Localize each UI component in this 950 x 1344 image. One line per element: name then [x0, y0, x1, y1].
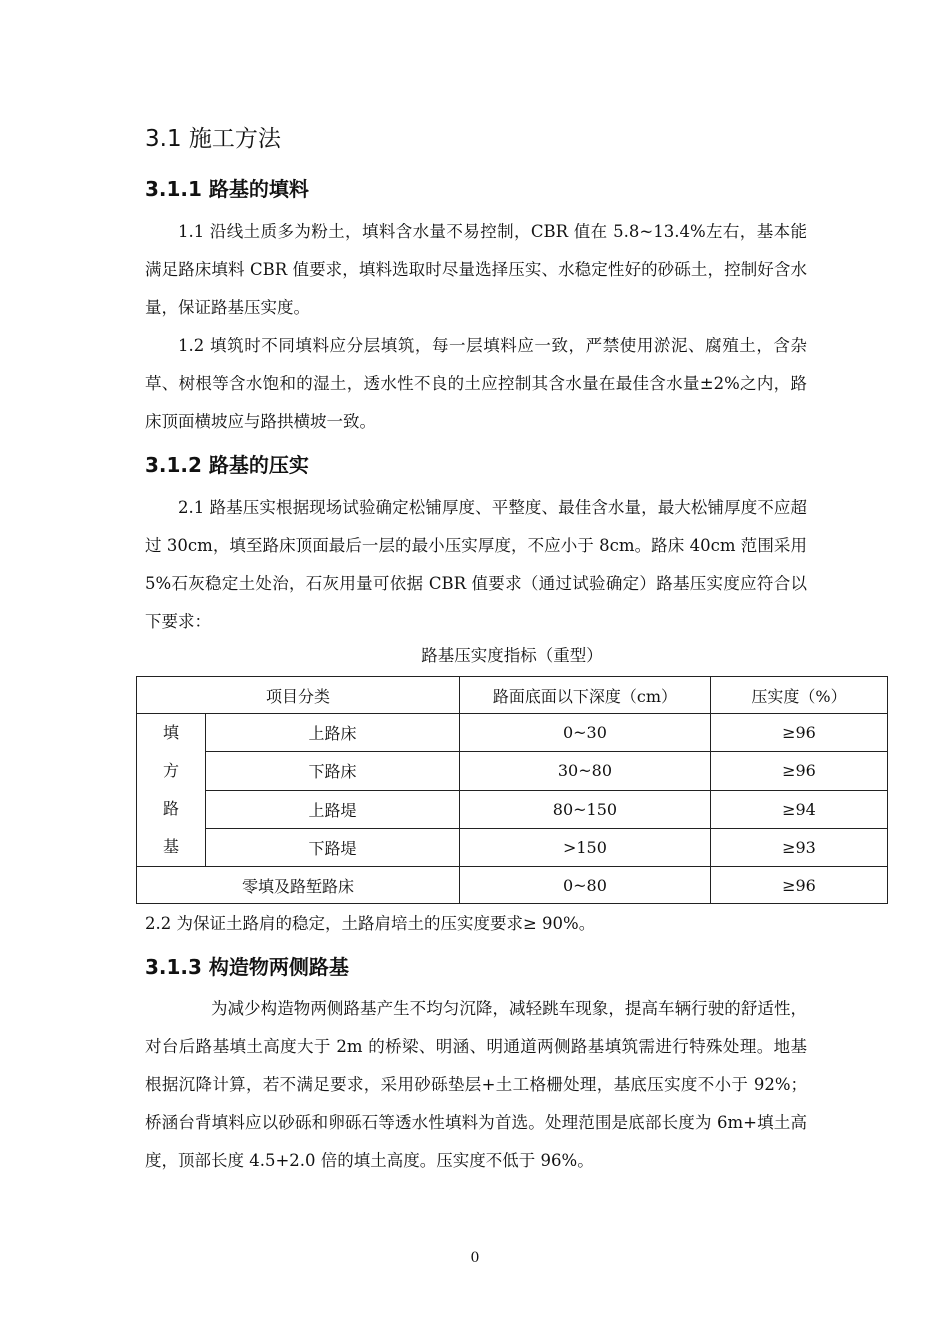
- section-heading-fill: 3.1.1 路基的填料: [145, 177, 309, 201]
- page-number: 0: [470, 1250, 480, 1266]
- table-header-cell: 压实度（%）: [710, 677, 887, 714]
- table-cell-value: ≥93: [710, 828, 887, 866]
- section-heading-compaction: 3.1.2 路基的压实: [145, 453, 309, 477]
- table-cell-value: ≥94: [710, 790, 887, 828]
- group-label-char: 基: [162, 837, 179, 856]
- shoulder-note: 2.2 为保证土路肩的稳定，土路肩培土的压实度要求≥ 90%。: [145, 914, 596, 933]
- compaction-table: [136, 676, 888, 904]
- table-cell-sub: 下路堤: [206, 828, 460, 866]
- table-cell-sub: 上路堤: [206, 790, 460, 828]
- table-cell-sub: 下路床: [206, 752, 460, 790]
- table-header-cell: 路面底面以下深度（cm）: [459, 677, 710, 714]
- table-cell-value: ≥96: [710, 752, 887, 790]
- paragraph-2-1: 2.1 路基压实根据现场试验确定松铺厚度、平整度、最佳含水量，最大松铺厚度不应超过 30cm，填至路床顶面最后一层的最小压实厚度，不应小于 8cm。路床 40cm 范围采用 5%石灰稳定土处治，石灰用量可依据 CBR 值要求（通过试验确定）路基压实度应符合以下要求：: [145, 498, 807, 631]
- table-row: [137, 790, 888, 828]
- section-heading-structure: 3.1.3 构造物两侧路基: [145, 955, 349, 979]
- table-row: [137, 828, 888, 866]
- table-header-row: [137, 677, 888, 714]
- table-cell-depth: 0~30: [459, 714, 710, 752]
- main-heading: 3.1 施工方法: [145, 126, 281, 152]
- table-cell-value: ≥96: [710, 714, 887, 752]
- group-label-char: 方: [162, 761, 179, 780]
- table-cell-depth: 80~150: [459, 790, 710, 828]
- table-cell-depth: >150: [459, 828, 710, 866]
- group-label-char: 填: [162, 723, 179, 742]
- table-cell-label: 零填及路堑路床: [137, 867, 460, 904]
- paragraph-3: 为减少构造物两侧路基产生不均匀沉降，减轻跳车现象，提高车辆行驶的舒适性，对台后路基填土高度大于 2m 的桥梁、明涵、明通道两侧路基填筑需进行特殊处理。地基根据沉降计算，若不满足要求，采用砂砾垫层+土工格栅处理，基底压实度不小于 92%；桥涵台背填料应以砂砾和卵砾石等透水性填料为首选。处理范围是底部长度为 6m+填土高度，顶部长度 4.5+2.0 倍的填土高度。压实度不低于 96%。: [145, 999, 807, 1170]
- table-cell-sub: 上路床: [206, 714, 460, 752]
- table-cell-value: ≥96: [710, 867, 887, 904]
- table-cell-depth: 30~80: [459, 752, 710, 790]
- table-row: [137, 752, 888, 790]
- table-row: [137, 867, 888, 904]
- table-header-cell: 项目分类: [137, 677, 460, 714]
- paragraph-1-1: 1.1 沿线土质多为粉土，填料含水量不易控制，CBR 值在 5.8~13.4%左右，基本能满足路床填料 CBR 值要求，填料选取时尽量选择压实、水稳定性好的砂砾土，控制好含水量，保证路基压实度。: [145, 222, 807, 317]
- fill-subgrade-group-label: [137, 714, 206, 867]
- group-label-char: 路: [162, 799, 179, 818]
- table-row: [137, 714, 888, 752]
- paragraph-1-2: 1.2 填筑时不同填料应分层填筑，每一层填料应一致，严禁使用淤泥、腐殖土，含杂草、树根等含水饱和的湿土，透水性不良的土应控制其含水量在最佳含水量±2%之内，路床顶面横坡应与路拱横坡一致。: [145, 336, 807, 431]
- table-caption: 路基压实度指标（重型）: [421, 646, 603, 665]
- table-cell-depth: 0~80: [459, 867, 710, 904]
